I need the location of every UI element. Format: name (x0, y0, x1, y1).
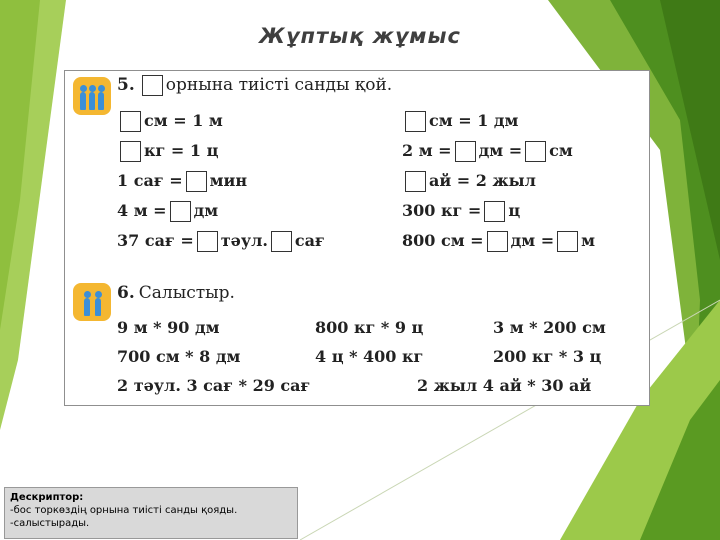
descriptor-line: -бос торкөздің орнына тиісті санды қояды. (10, 505, 238, 516)
pair-work-icon (73, 77, 111, 115)
task5-row-5-right (402, 231, 595, 252)
blank-box[interactable] (142, 75, 163, 96)
descriptor-box (4, 487, 298, 539)
unit-text: м (581, 231, 596, 250)
blank-box[interactable] (186, 171, 207, 192)
blank-box[interactable] (405, 111, 426, 132)
task5-instruction: орнына тиісті санды қой. (165, 75, 393, 95)
compare-item: 4 ц * 400 кг (315, 347, 424, 366)
compare-item: 700 см * 8 дм (117, 347, 241, 366)
unit-text: ц (508, 201, 521, 220)
pair-work-icon (73, 283, 111, 321)
unit-text: сағ (294, 231, 325, 250)
exercise-panel (64, 70, 650, 406)
descriptor-title: Дескриптор: (10, 492, 84, 503)
unit-text: тәул. (220, 231, 268, 250)
compare-item: 2 тәул. 3 сағ * 29 сағ (117, 376, 311, 395)
blank-box[interactable] (484, 201, 505, 222)
blank-box[interactable] (557, 231, 578, 252)
blank-box[interactable] (525, 141, 546, 162)
descriptor-line: -салыстырады. (10, 518, 90, 529)
task5-row-1-right (402, 111, 518, 132)
blank-box[interactable] (271, 231, 292, 252)
unit-text: мин (209, 171, 248, 190)
unit-text: 4 м = (117, 201, 167, 220)
task6-number: 6. (117, 283, 135, 303)
blank-box[interactable] (120, 111, 141, 132)
unit-text: дм = (510, 231, 555, 250)
blank-box[interactable] (455, 141, 476, 162)
task5-row-2-left (117, 141, 218, 162)
blank-box[interactable] (405, 171, 426, 192)
task5-row-5-left (117, 231, 325, 252)
blank-box[interactable] (487, 231, 508, 252)
unit-text: см (549, 141, 573, 160)
task5-row-4-left (117, 201, 218, 222)
task5-number: 5. (117, 75, 135, 95)
unit-text: 1 сағ = (117, 171, 183, 190)
task5-heading (117, 75, 392, 96)
task5-row-3-left (117, 171, 247, 192)
compare-item: 3 м * 200 см (493, 318, 606, 337)
unit-text: 300 кг = (402, 201, 482, 220)
unit-text: см = 1 дм (429, 111, 519, 130)
unit-text: ай = 2 жыл (429, 171, 536, 190)
blank-box[interactable] (197, 231, 218, 252)
compare-item: 800 кг * 9 ц (315, 318, 424, 337)
compare-item: 9 м * 90 дм (117, 318, 220, 337)
task6-instruction: Салыстыр. (138, 283, 235, 303)
blank-box[interactable] (120, 141, 141, 162)
compare-item: 200 кг * 3 ц (493, 347, 602, 366)
task5-row-3-right (402, 171, 536, 192)
task5-row-4-right (402, 201, 520, 222)
slide-title: Жұптық жұмыс (259, 24, 461, 48)
unit-text: дм (193, 201, 219, 220)
blank-box[interactable] (170, 201, 191, 222)
unit-text: 37 сағ = (117, 231, 194, 250)
task5-row-2-right (402, 141, 573, 162)
compare-item: 2 жыл 4 ай * 30 ай (417, 376, 592, 395)
task6-heading (117, 283, 235, 303)
unit-text: см = 1 м (144, 111, 223, 130)
task5-row-1-left (117, 111, 223, 132)
unit-text: кг = 1 ц (144, 141, 219, 160)
unit-text: 800 см = (402, 231, 484, 250)
unit-text: дм = (478, 141, 523, 160)
unit-text: 2 м = (402, 141, 452, 160)
